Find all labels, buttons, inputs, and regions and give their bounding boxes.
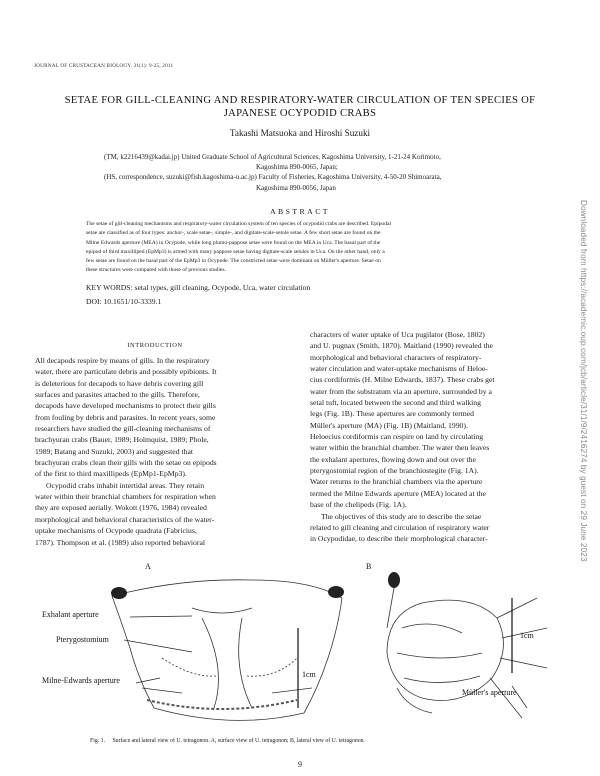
affiliation-line: Kagoshima 890-0056, Japan (256, 183, 336, 192)
affiliations (104, 152, 441, 193)
download-watermark-text: Downloaded from https://academic.oup.com/jcb/article/31/1/9/2416274 by guest on 29 June 2023 (579, 200, 588, 562)
authors: Takashi Matsuoka and Hiroshi Suzuki (229, 128, 371, 138)
body-line: characters of water uptake of Uca pugilator (Bose, 1802) (310, 330, 485, 339)
article-title (50, 94, 550, 120)
abstract-body (86, 220, 514, 276)
abstract-line: epipod of third maxilliped (EpMp3) is armed with many pappose setae having digitate-scale setules in Uca. On the other hand, only a (86, 248, 385, 255)
abstract-line: The setae of gill-cleaning mechanisms and respiratory-water circulation system of ten species of ocypodid crabs are described. Epipodal (86, 221, 392, 227)
body-line: morphological and behavioral characters of respiratory- (310, 352, 482, 362)
affiliation-line: (TM, k2216439@kadai.jp) United Graduate School of Agricultural Sciences, Kagoshima University, 1-21-24 Korimoto, (104, 153, 441, 161)
panel-a-drawing (112, 580, 342, 721)
body-line: Heloecius cordiformis can respire on land by circulating (310, 432, 484, 442)
body-line: surfaces and parasites attached to the gills. Therefore, (35, 390, 200, 400)
label-mullers-aperture: Müller's aperture (462, 688, 517, 697)
body-line: water within the branchial chamber. The water then leaves (310, 443, 490, 453)
abstract-line: these structures were compared with those of previous studies. (86, 267, 226, 274)
abstract-line: setae are classified as of four types: anchor-, scale setae-, simple-, and digitate-scale-setule setae. A few short setae are found on the (86, 230, 381, 237)
body-line: 1989; Batang and Suzuki, 2003) and suggested that (35, 446, 193, 456)
figure-1 (42, 558, 560, 764)
label-scale-b: 1cm (520, 631, 534, 640)
right-column (310, 329, 572, 545)
label-exhalant-aperture: Exhalant aperture (42, 610, 99, 619)
body-line: related to gill cleaning and circulation of respiratory water (310, 522, 490, 532)
body-line: The objectives of this study are to describe the setae (321, 511, 482, 521)
body-line: they are exposed aerially. Wokott (1976, 1984) revealed (35, 503, 207, 513)
body-line: brachyuran crabs (Bauer, 1989; Holmquist, 1989; Phole, (35, 435, 209, 445)
keywords-text: setal types, gill cleaning, Ocypode, Uca, water circulation (134, 283, 311, 292)
running-head: JOURNAL OF CRUSTACEAN BIOLOGY, 31(1): 9-25, 2011 (34, 63, 174, 69)
label-milne-edwards-aperture: Milne-Edwards aperture (42, 676, 120, 685)
body-line: Ocypodid crabs inhabit intertidal areas. They retain (46, 480, 205, 490)
label-scale-a: 1cm (302, 670, 316, 679)
abstract-line: few setae are found on the basal part of the EpMp3 in Ocypode. The constricted setae were dominant on Müller's aperture. Setae on (86, 258, 381, 265)
affiliation-line: (HS, correspondence, suzuki@fish.kagoshima-u.ac.jp) Faculty of Fisheries, Kagoshima University, 4-50-20 Shimoarata, (104, 173, 442, 182)
body-line: decapods have developed mechanisms to protect their gills (35, 401, 216, 411)
abstract-heading: ABSTRACT (270, 207, 330, 216)
caption-text: Surface and lateral view of U. tetragonon. A, surface view of U. tetragonon; B, lateral view of U. tetragonon. (112, 738, 365, 744)
left-column (35, 355, 293, 548)
body-line: morphological and behavioral characteristics of the water- (35, 514, 215, 524)
title-line-1: SETAE FOR GILL-CLEANING AND RESPIRATORY-WATER CIRCULATION OF TEN SPECIES OF (64, 95, 536, 106)
download-watermark (575, 200, 593, 670)
body-line: and U. pugnax (Smith, 1870). Maitland (1990) revealed the (310, 341, 493, 351)
body-line: water circulation and water-uptake mechanisms of Heloe- (310, 364, 488, 374)
body-line: All decapods respire by means of gills. In the respiratory (35, 356, 210, 365)
body-line: water, there are particulate debris and possibly epibionts. It (35, 367, 217, 377)
body-line: of the first to third maxillipeds (EpMp1-EpMp3). (35, 469, 187, 479)
body-line: uptake mechanisms of Ocypode quadrata (Fabricius, (35, 526, 197, 536)
caption-prefix: Fig. 1. (90, 738, 105, 744)
title-line-2: JAPANESE OCYPODID CRABS (223, 108, 377, 119)
body-line: Müller's aperture (MA) (Fig. 1B) (Maitland, 1990). (310, 420, 468, 430)
body-line: pterygostomial region of the branchiostegite (Fig. 1A). (310, 466, 479, 476)
body-line: cius cordiformis (H. Milne Edwards, 1837). These crabs get (310, 375, 495, 385)
body-line: the exhalant apertures, flowing down and out over the (310, 454, 476, 464)
eye-b (388, 572, 400, 588)
affiliation-line: Kagoshima 890-0065, Japan; (256, 163, 338, 172)
body-line: water within their branchial chambers for respiration when (35, 492, 216, 502)
section-heading: INTRODUCTION (127, 342, 183, 349)
crab-illustration (42, 558, 560, 738)
body-line: brachyuran crabs clean their gills with the setae on epipods (35, 458, 217, 468)
body-line: water from the substratum via an aperture, surrounded by a (310, 386, 492, 396)
panel-b-drawing (387, 588, 547, 718)
panel-b-label: B (366, 562, 372, 571)
body-line: Water returns to the branchial chambers via the aperture (310, 477, 483, 487)
label-pterygostomium: Pterygostomium (56, 635, 109, 644)
body-line: from fouling by debris and parasites. In recent years, some (35, 412, 216, 422)
keywords (86, 283, 310, 292)
abstract-line: Milne Edwards aperture (MEA) in Ocypode, while long plumo-pappose setae were found on the MEA in Uca. The basal part of the (86, 239, 381, 246)
panel-a-label: A (145, 562, 151, 571)
body-line: termed the Milne Edwards aperture (MEA) located at the (310, 488, 486, 498)
body-line: is deleterious for decapods to have debris covering gill (35, 378, 204, 388)
eye-a-left (111, 587, 127, 599)
body-line: 1787). Thompson et al. (1989) also reported behavioral (35, 537, 206, 547)
keywords-label: KEY WORDS: (86, 283, 133, 292)
page-number: 9 (298, 760, 302, 769)
doi: DOI: 10.1651/10-3339.1 (86, 297, 162, 306)
body-line: setal tuft, located between the second and third walking (310, 398, 481, 408)
body-line: legs (Fig. 1B). These apertures are commonly termed (310, 409, 475, 419)
body-line: in Ocypodidae, to describe their morphological character- (310, 534, 488, 544)
body-line: base of the chelipeds (Fig. 1A). (310, 500, 407, 510)
figure-caption (90, 738, 530, 744)
body-line: researchers have studied the gill-cleaning mechanisms of (35, 424, 211, 434)
eye-a-right (328, 586, 344, 598)
